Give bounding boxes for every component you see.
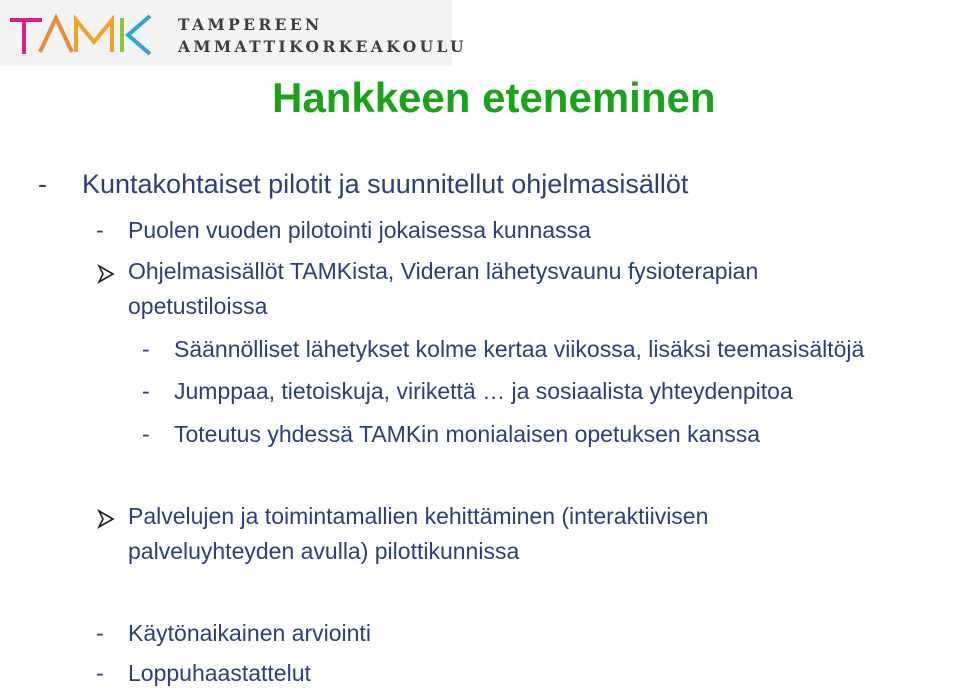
bullet-line-4 [128,293,267,320]
line-text: Loppuhaastattelut [128,660,311,686]
arrow-bullet-icon [96,264,116,284]
line-text: palveluyhteyden avulla) pilottikunnissa [128,538,520,564]
line-text: Puolen vuoden pilotointi jokaisessa kunnassa [128,217,591,243]
line-text: Käytönaikainen arviointi [128,620,371,646]
dash-marker: - [142,336,150,362]
line-text: Palvelujen ja toimintamallien kehittäminen (interaktiivisen [128,503,709,529]
dash-marker: - [38,169,47,199]
dash-marker: - [96,217,104,243]
line-text: Ohjelmasisällöt TAMKista, Videran lähetysvaunu fysioterapian [128,258,759,284]
line-text: Säännölliset lähetykset kolme kertaa viikossa, lisäksi teemasisältöjä [174,336,865,362]
line-text: Toteutus yhdessä TAMKin monialaisen opetuksen kanssa [174,421,760,447]
dash-marker: - [142,421,150,447]
slide-title: Hankkeen eteneminen [272,74,716,121]
line-text: Jumppaa, tietoiskuja, virikettä … ja sosiaalista yhteydenpitoa [174,378,793,404]
logo-band [0,0,467,66]
line-text: opetustiloissa [128,293,268,319]
tamk-logo-mark [10,12,170,56]
logo-line-1: TAMPEREEN [178,15,323,34]
arrow-bullet-icon [96,509,116,529]
logo-line-2: AMMATTIKORKEAKOULU [178,37,467,56]
line-text: Kuntakohtaiset pilotit ja suunnitellut ohjelmasisällöt [82,169,689,199]
dash-marker: - [96,660,104,686]
dash-marker: - [142,378,150,404]
logo-text [178,14,467,58]
bullet-line-9 [128,538,519,565]
dash-marker: - [96,620,104,646]
